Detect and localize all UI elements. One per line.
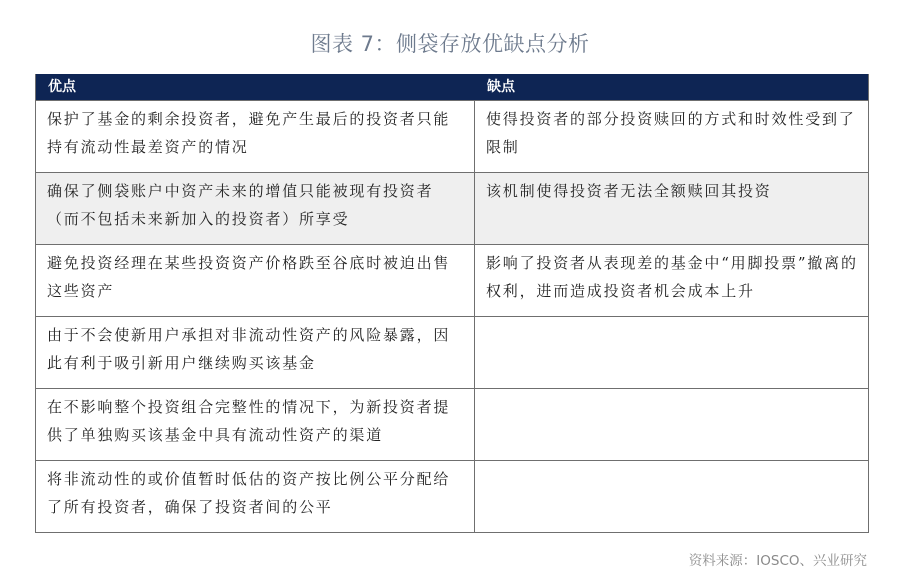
table-row [36,172,868,244]
table-header [36,74,868,100]
header-pros: 优点 [36,74,475,100]
con-cell: 该机制使得投资者无法全额赎回其投资 [486,182,772,200]
pro-cell: 保护了基金的剩余投资者，避免产生最后的投资者只能持有流动性最差资产的情况 [36,101,475,172]
table-row [36,100,868,172]
figure-title: 图表 7：侧袋存放优缺点分析 [310,32,590,56]
table-row [36,316,868,388]
pro-cell: 在不影响整个投资组合完整性的情况下，为新投资者提供了单独购买该基金中具有流动性资产的渠道 [36,389,475,460]
con-cell [475,461,868,532]
con-cell [475,317,868,388]
pro-cell: 确保了侧袋账户中资产未来的增值只能被现有投资者（而不包括未来新加入的投资者）所享受 [36,173,475,244]
con-cell: 影响了投资者从表现差的基金中“用脚投票”撤离的权利，进而造成投资者机会成本上升 [486,254,858,300]
pros-cons-table [35,74,869,533]
source-note: 资料来源：IOSCO、兴业研究 [688,553,867,569]
table-row [36,460,868,532]
pro-cell: 由于不会使新用户承担对非流动性资产的风险暴露，因此有利于吸引新用户继续购买该基金 [36,317,475,388]
header-cons: 缺点 [487,79,515,95]
con-cell: 使得投资者的部分投资赎回的方式和时效性受到了限制 [486,110,856,156]
pro-cell: 将非流动性的或价值暂时低估的资产按比例公平分配给了所有投资者，确保了投资者间的公平 [36,461,475,532]
pro-cell: 避免投资经理在某些投资资产价格跌至谷底时被迫出售这些资产 [36,245,475,316]
table-row [36,388,868,460]
table-row [36,244,868,316]
con-cell [475,389,868,460]
